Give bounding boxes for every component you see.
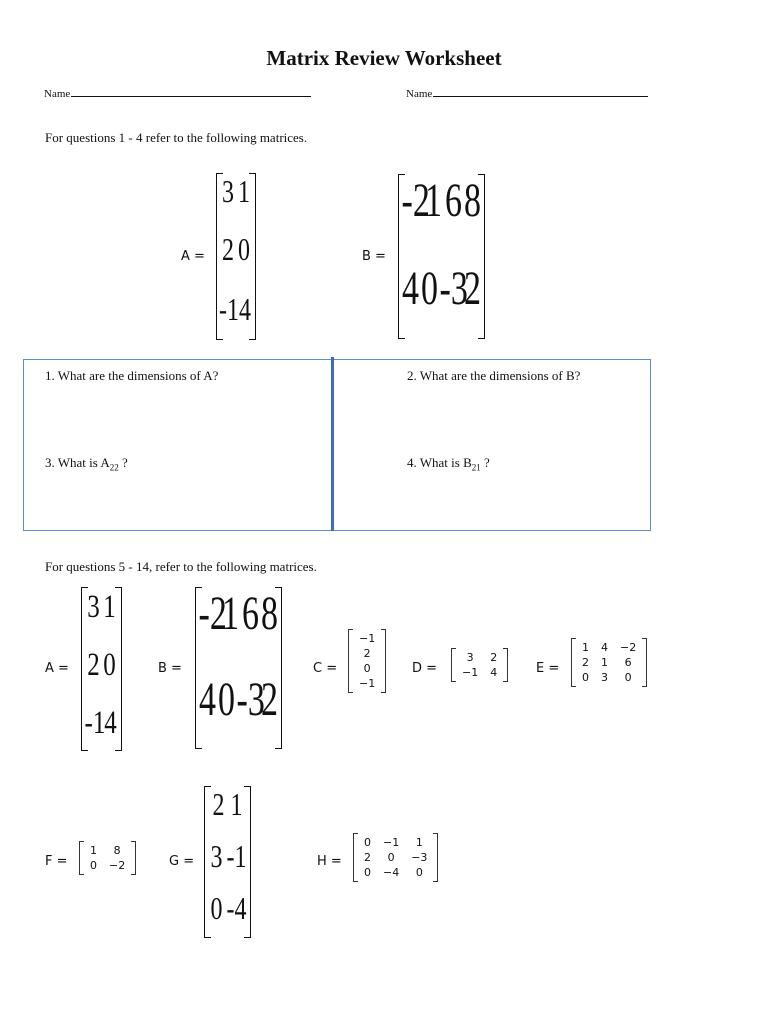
matrix-cell: 2 (364, 851, 371, 864)
matrix-d (451, 649, 508, 681)
matrix-cell: -1 (226, 840, 247, 875)
matrix-cell: 3 (210, 840, 223, 875)
matrix-cell: 0 (415, 866, 423, 879)
matrix-b (195, 588, 282, 748)
matrix-cell: 0 (90, 859, 97, 872)
matrix-cell: 0 (364, 866, 371, 879)
matrix-cell: 3 (222, 175, 234, 210)
question-2: 2. What are the dimensions of B? (407, 368, 581, 383)
matrix-cell: 2 (212, 788, 225, 823)
matrix-e-label: E = (536, 661, 560, 676)
matrix-cell: -3 (236, 674, 265, 727)
matrix-h-label: H = (317, 854, 342, 869)
question-3-suffix: ? (118, 455, 128, 470)
matrix-cell: -1 (219, 293, 239, 328)
matrix-cell: −1 (383, 836, 400, 849)
intro-text-2: For questions 5 - 14, refer to the following matrices. (45, 559, 317, 574)
matrix-cell: 3 (601, 671, 608, 684)
question-3-subscript: 22 (109, 462, 119, 473)
name-line-1 (71, 86, 311, 97)
matrix-a-label-top: A = (181, 249, 205, 264)
matrix-a (81, 588, 122, 750)
questions-box (23, 359, 651, 531)
name-field-1[interactable] (44, 86, 311, 100)
matrix-cell: 1 (103, 589, 116, 625)
matrix-cell: 3 (87, 589, 100, 625)
matrix-cell: 1 (230, 788, 243, 823)
matrix-cell: -1 (84, 705, 106, 741)
matrix-cell: 1 (238, 175, 250, 210)
matrix-cell: 2 (363, 647, 371, 660)
name-label-2: Name (406, 88, 433, 100)
matrix-cell: 2 (87, 647, 100, 683)
matrix-g-label: G = (169, 854, 195, 869)
matrix-cell: −2 (620, 641, 637, 654)
matrix-f-label: F = (45, 854, 68, 869)
matrix-cell: 0 (624, 671, 632, 684)
matrix-e (571, 639, 647, 686)
question-4 (407, 455, 490, 473)
matrix-cell: 4 (104, 705, 117, 741)
question-4-suffix: ? (480, 455, 490, 470)
matrix-cell: 2 (582, 656, 589, 669)
question-1: 1. What are the dimensions of A? (45, 368, 219, 383)
matrix-cell: 6 (445, 175, 462, 228)
matrix-cell: −1 (359, 632, 376, 645)
matrix-cell: 1 (582, 641, 589, 654)
matrix-cell: 4 (490, 666, 498, 679)
matrix-c (348, 630, 386, 692)
matrix-cell: −2 (109, 859, 126, 872)
name-line-2 (433, 86, 648, 97)
matrix-cell: 0 (210, 892, 223, 927)
matrix-cell: 6 (624, 656, 632, 669)
matrix-cell: 8 (464, 175, 481, 228)
matrix-cell: 1 (425, 175, 442, 228)
matrix-cell: 1 (415, 836, 423, 849)
matrix-a-top (216, 174, 256, 339)
matrix-cell: 3 (466, 651, 474, 664)
question-3-text: 3. What is A (45, 455, 110, 470)
matrix-d-label: D = (412, 661, 438, 676)
matrix-cell: 0 (582, 671, 589, 684)
matrix-cell: 1 (601, 656, 608, 669)
matrix-cell: 2 (464, 263, 481, 316)
matrix-b-label: B = (158, 661, 182, 676)
matrix-f (79, 842, 136, 874)
matrix-c-label: C = (313, 661, 338, 676)
matrix-cell: 4 (402, 263, 419, 316)
matrix-cell: 2 (490, 651, 498, 664)
matrix-g (204, 787, 251, 937)
intro-text-1: For questions 1 - 4 refer to the following matrices. (45, 130, 308, 145)
matrix-a-label: A = (45, 661, 69, 676)
matrix-cell: 0 (364, 836, 371, 849)
matrix-b-label-top: B = (362, 249, 386, 264)
matrix-cell: 8 (261, 588, 278, 641)
matrix-cell: -3 (439, 263, 468, 316)
matrix-cell: 6 (242, 588, 259, 641)
name-field-2[interactable] (406, 86, 648, 100)
matrix-cell: -4 (226, 892, 247, 927)
matrix-cell: −1 (462, 666, 479, 679)
matrix-cell: 2 (222, 233, 234, 268)
matrix-cell: −4 (383, 866, 400, 879)
matrix-cell: 4 (239, 293, 251, 328)
name-label-1: Name (44, 88, 71, 100)
matrix-cell: -2 (198, 588, 227, 641)
matrix-cell: 0 (387, 851, 395, 864)
matrix-cell: 0 (421, 263, 438, 316)
question-4-subscript: 21 (471, 462, 481, 473)
matrix-cell: 1 (222, 588, 239, 641)
matrix-cell: 8 (113, 844, 121, 857)
matrix-cell: -2 (401, 175, 430, 228)
matrix-cell: −3 (411, 851, 428, 864)
matrix-cell: 4 (199, 674, 216, 727)
matrix-cell: −1 (359, 677, 376, 690)
matrix-h (353, 834, 438, 881)
questions-divider (331, 357, 334, 531)
worksheet-title: Matrix Review Worksheet (266, 46, 502, 70)
matrix-cell: 4 (601, 641, 608, 654)
matrix-b-top (398, 175, 485, 338)
matrix-cell: 0 (238, 233, 250, 268)
question-4-text: 4. What is B (407, 455, 472, 470)
matrix-cell: 2 (261, 674, 278, 727)
matrix-cell: 0 (218, 674, 235, 727)
matrix-cell: 0 (363, 662, 371, 675)
question-3 (45, 455, 128, 473)
matrix-cell: 0 (103, 647, 116, 683)
matrix-cell: 1 (90, 844, 97, 857)
